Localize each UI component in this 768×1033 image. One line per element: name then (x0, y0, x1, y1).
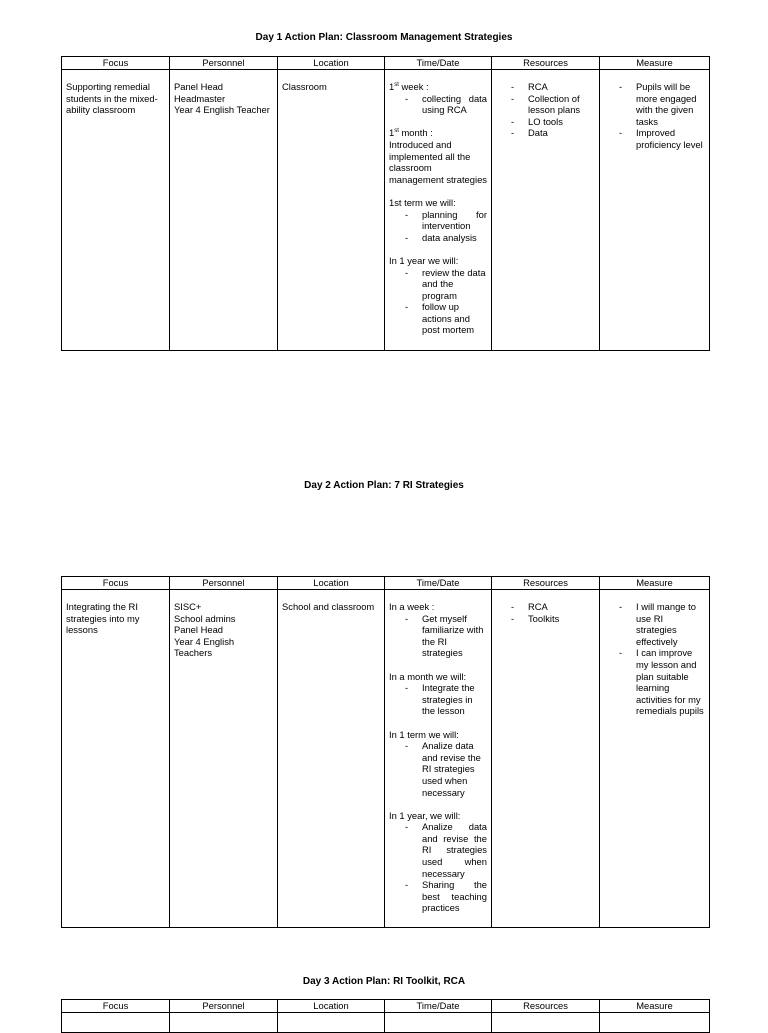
time-item: - Integrate the strategies in the lesson (422, 682, 487, 717)
focus-text: Integrating the RI strategies into my lessons (66, 601, 140, 636)
header-focus: Focus (62, 577, 170, 590)
time-block (389, 601, 487, 659)
focus-text: Supporting remedial students in the mixed-ability classroom (66, 81, 158, 116)
header-time-date: Time/Date (385, 1000, 492, 1013)
time-lead: 1st month : (389, 127, 433, 139)
header-focus: Focus (62, 57, 170, 70)
time-block (389, 197, 487, 243)
time-item: - follow up actions and post mortem (422, 301, 487, 336)
location-text: Classroom (282, 81, 327, 92)
time-cell (385, 1013, 492, 1033)
day2-table (61, 576, 710, 928)
header-time-date: Time/Date (385, 577, 492, 590)
time-lead: In a month we will: (389, 670, 467, 682)
time-block (389, 255, 487, 336)
personnel-item: School admins (174, 612, 236, 624)
day3-title: Day 3 Action Plan: RI Toolkit, RCA (302, 976, 466, 987)
personnel-item: Year 4 English Teachers (174, 635, 235, 659)
table-header-row (62, 1000, 710, 1013)
resource-item: - Data (528, 127, 595, 139)
measure-cell (600, 70, 710, 351)
resource-item: - RCA (528, 81, 595, 93)
time-item: - Get myself familiarize with the RI strategies (422, 613, 487, 659)
time-item: - Analize data and revise the RI strategies used when necessary (422, 740, 487, 798)
time-lead: In a week : (389, 601, 435, 612)
header-resources: Resources (492, 57, 600, 70)
focus-cell (62, 1013, 170, 1033)
day1-table (61, 56, 710, 351)
personnel-cell (170, 1013, 278, 1033)
header-resources: Resources (492, 577, 600, 590)
time-block (389, 810, 487, 914)
time-block (389, 729, 487, 799)
time-item: - Analize data and revise the RI strategies used when necessary (422, 821, 487, 879)
header-location: Location (278, 577, 385, 590)
measure-item: - Improved proficiency level (636, 127, 705, 150)
personnel-item: Panel Head (174, 81, 223, 92)
table-row (62, 590, 710, 928)
resources-cell (492, 70, 600, 351)
personnel-item: SISC+ (174, 601, 202, 612)
time-item: - Sharing the best teaching practices (422, 879, 487, 914)
header-focus: Focus (62, 1000, 170, 1013)
time-text: Introduced and implemented all the classroom management strategies (389, 138, 487, 185)
focus-cell (62, 590, 170, 928)
time-cell (385, 590, 492, 928)
time-item: - collecting data using RCA (422, 93, 487, 116)
location-cell (278, 70, 385, 351)
time-cell (385, 70, 492, 351)
header-measure: Measure (600, 1000, 710, 1013)
resource-item: - Collection of lesson plans (528, 93, 595, 116)
day2-title: Day 2 Action Plan: 7 RI Strategies (304, 480, 464, 491)
table-header-row (62, 57, 710, 70)
location-cell (278, 590, 385, 928)
measure-cell (600, 590, 710, 928)
location-cell (278, 1013, 385, 1033)
time-lead: In 1 year we will: (389, 254, 459, 266)
time-lead: 1st term we will: (389, 196, 456, 208)
day1-title: Day 1 Action Plan: Classroom Management Strategies (255, 32, 513, 43)
time-item: - data analysis (422, 232, 487, 244)
header-location: Location (278, 57, 385, 70)
personnel-item: Headmaster (174, 92, 226, 104)
time-lead: 1st week : (389, 81, 429, 92)
time-item: - review the data and the program (422, 267, 487, 302)
header-personnel: Personnel (170, 1000, 278, 1013)
measure-item: - I will mange to use RI strategies effectively (636, 601, 705, 647)
header-measure: Measure (600, 577, 710, 590)
focus-cell (62, 70, 170, 351)
time-block (389, 127, 487, 185)
time-lead: In 1 term we will: (389, 728, 459, 740)
header-measure: Measure (600, 57, 710, 70)
resource-item: - LO tools (528, 116, 595, 128)
personnel-cell (170, 70, 278, 351)
time-block (389, 81, 487, 116)
personnel-item: Panel Head (174, 624, 223, 636)
resource-item: - Toolkits (528, 613, 595, 625)
table-header-row (62, 577, 710, 590)
header-resources: Resources (492, 1000, 600, 1013)
table-row (62, 1013, 710, 1033)
resources-cell (492, 1013, 600, 1033)
header-location: Location (278, 1000, 385, 1013)
measure-item: - Pupils will be more engaged with the given tasks (636, 81, 705, 127)
time-lead: In 1 year, we will: (389, 809, 461, 821)
measure-cell (600, 1013, 710, 1033)
header-personnel: Personnel (170, 57, 278, 70)
resource-item: - RCA (528, 601, 595, 613)
header-time-date: Time/Date (385, 57, 492, 70)
time-item: - planning for intervention (422, 209, 487, 232)
header-personnel: Personnel (170, 577, 278, 590)
measure-item: - I can improve my lesson and plan suitable learning activities for my remedials pupils (636, 647, 705, 717)
time-block (389, 671, 487, 717)
day3-table (61, 999, 710, 1033)
location-text: School and classroom (282, 601, 375, 612)
personnel-cell (170, 590, 278, 928)
personnel-item: Year 4 English Teacher (174, 104, 270, 116)
table-row (62, 70, 710, 351)
resources-cell (492, 590, 600, 928)
